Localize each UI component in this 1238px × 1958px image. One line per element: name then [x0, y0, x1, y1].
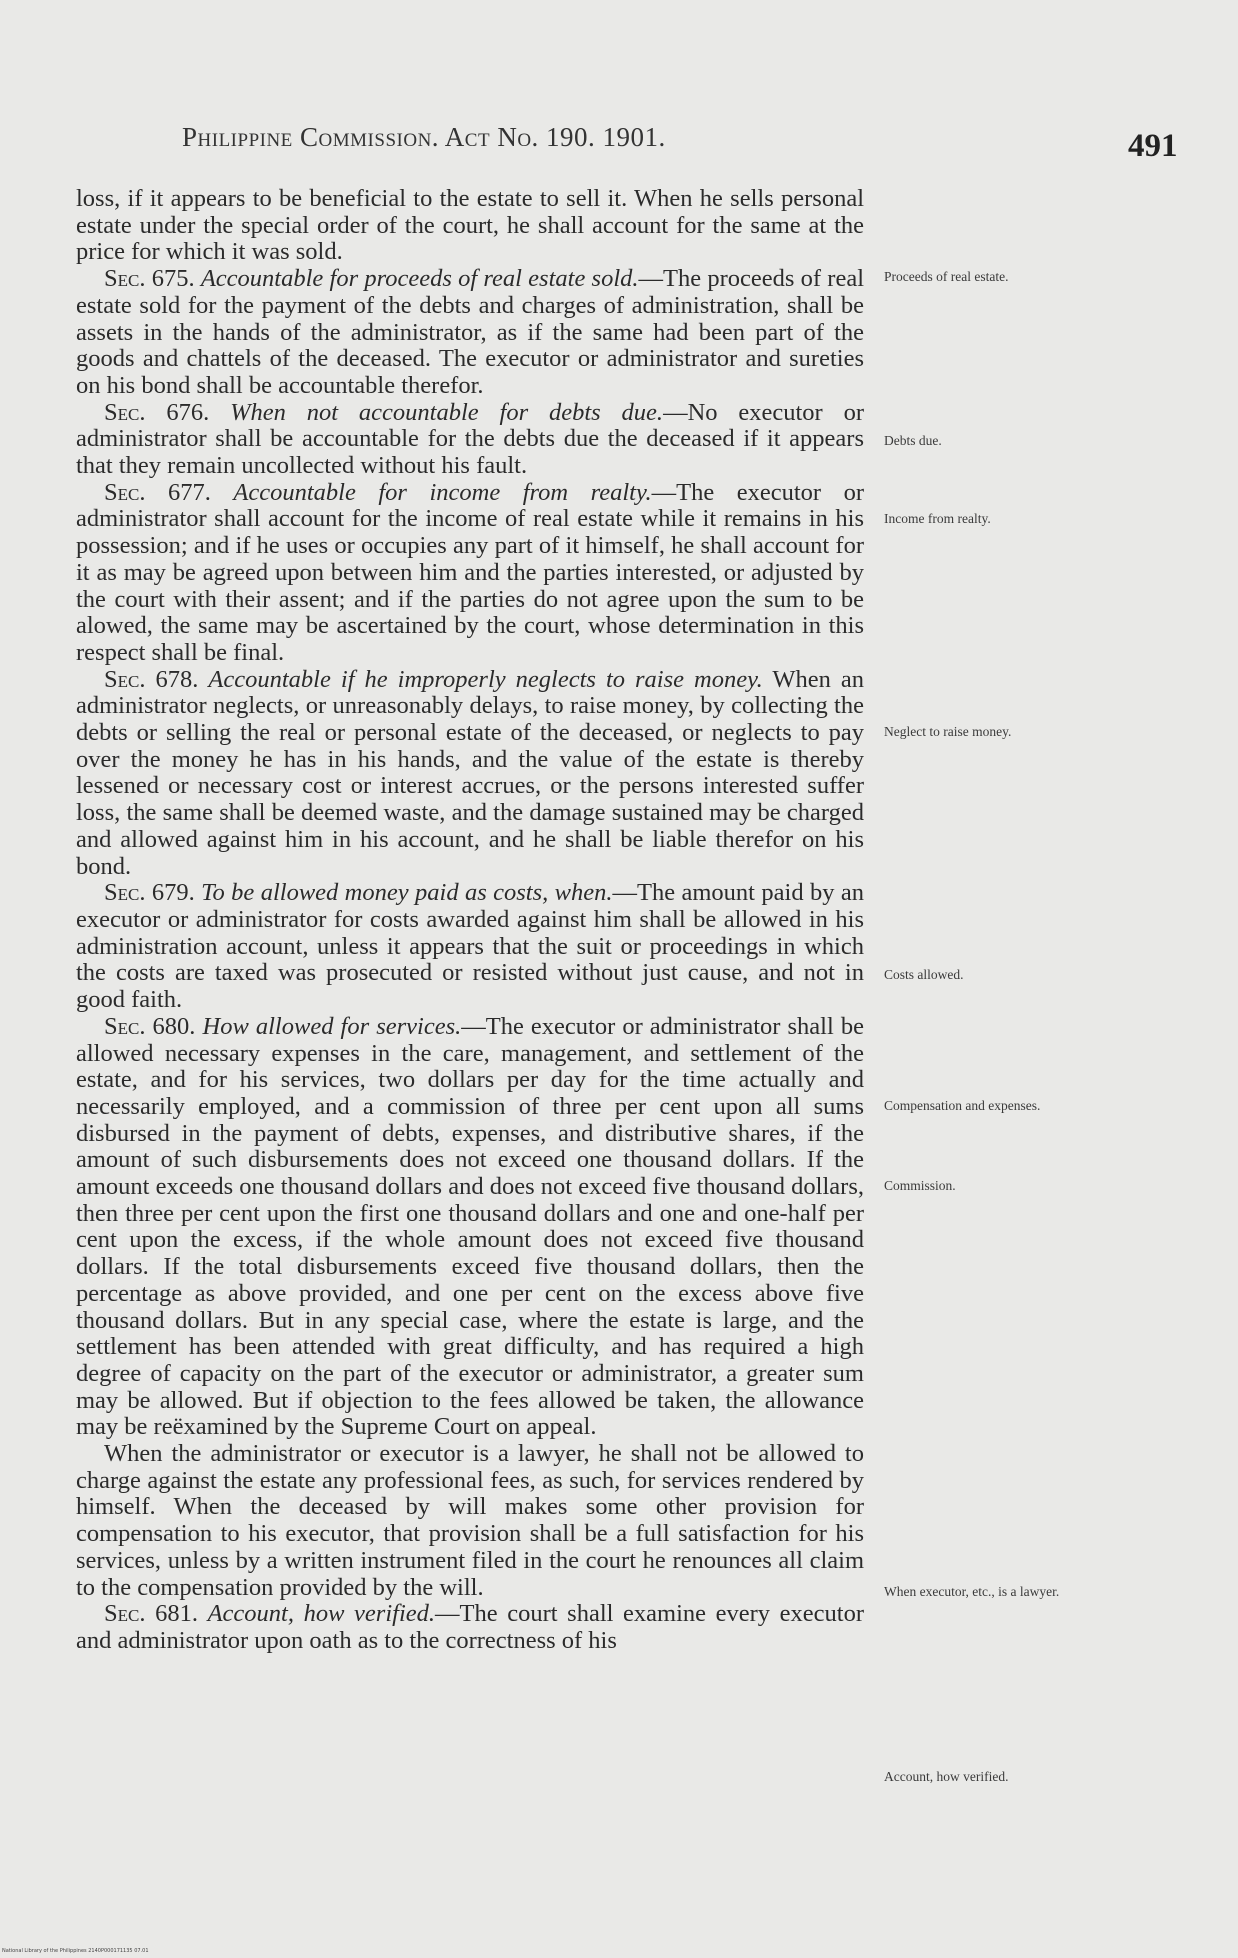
section-676 [76, 400, 864, 480]
margin-note-compensation: Compensation and expenses. [884, 1098, 1041, 1113]
section-number: Sec. 681. [104, 1600, 198, 1628]
section-680 [76, 1014, 864, 1441]
section-678 [76, 667, 864, 881]
section-number: Sec. 675. [104, 265, 195, 293]
section-679 [76, 880, 864, 1014]
section-text: —The executor or administrator shall account for the income of real estate while it remains in his possession; and if he uses or occupies any part of it himself, he shall account for it as may be agreed upon between him and the parties interested, or adjusted by the court with their assent; and if the parties do not agree upon the sum to be alowed, the same may be ascertained by the court, whose determination in this respect shall be final. [76, 478, 864, 666]
running-header: Philippine Commission. Act No. 190. 1901. [182, 122, 666, 152]
section-number: Sec. 677. [104, 478, 211, 506]
section-catchline: How allowed for services. [202, 1012, 462, 1040]
paragraph-lawyer [76, 1441, 864, 1601]
section-catchline: Account, how verified. [207, 1600, 436, 1628]
margin-note-income: Income from realty. [884, 511, 991, 526]
section-677 [76, 480, 864, 667]
margin-note-proceeds: Proceeds of real estate. [884, 269, 1009, 284]
section-catchline: Accountable if he improperly neglects to raise money. [208, 665, 763, 693]
section-number: Sec. 680. [104, 1012, 196, 1040]
body-text [76, 186, 864, 1655]
scan-footer: National Library of the Philippines 2140P000171135 07.01 [2, 1948, 149, 1954]
page-number: 491 [1128, 128, 1178, 164]
margin-note-account: Account, how verified. [884, 1769, 1009, 1784]
margin-note-costs: Costs allowed. [884, 967, 964, 982]
margin-note-neglect: Neglect to raise money. [884, 724, 1012, 739]
section-681 [76, 1601, 864, 1654]
section-text: —The executor or administrator shall be allowed necessary expenses in the care, management, and settlement of the estate, and for his services, two dollars per day for the time actually and necessarily employed, and a commission of three per cent upon all sums disbursed in the payment of debts, expenses, and distributive shares, if the amount of such disbursements does not exceed one thousand dollars. If the amount exceeds one thousand dollars and does not exceed five thousand dollars, then three per cent upon the first one thousand dollars and one and one-half per cent upon the excess, if the whole amount does not exceed five thousand dollars. If the total disbursements exceed five thousand dollars, then the percentage as above provided, and one per cent on the excess above five thousand dollars. But in any special case, where the estate is large, and the settlement has been attended with great difficulty, and has required a high degree of capacity on the part of the executor or administrator, a greater sum may be allowed. But if objection to the fees allowed be taken, the allowance may be reëxamined by the Supreme Court on appeal. [76, 1012, 864, 1441]
margin-note-lawyer: When executor, etc., is a lawyer. [884, 1584, 1060, 1599]
section-catchline: To be allowed money paid as costs, when. [201, 879, 613, 907]
section-text: When an administrator neglects, or unreasonably delays, to raise money, by collecting the debts or selling the real or personal estate of the deceased, or neglects to pay over the money he has in his hands, and the value of the estate is thereby lessened or necessary cost or interest accrues, or the persons interested suffer loss, the same shall be deemed waste, and the damage sustained may be charged and allowed against him in his account, and he shall be liable therefor on his bond. [76, 665, 864, 880]
margin-note-debts-due: Debts due. [884, 433, 942, 448]
section-text: —No executor or administrator shall be accountable for the debts due the deceased if it appears that they remain uncollected without his fault. [76, 398, 864, 480]
section-number: Sec. 678. [104, 665, 199, 693]
section-text: —The amount paid by an executor or administrator for costs awarded against him shall be allowed in his administration account, unless it appears that the suit or proceedings in which the costs are taxed was prosecuted or resisted without just cause, and not in good faith. [76, 879, 864, 1014]
section-number: Sec. 676. [104, 398, 210, 426]
paragraph-text: loss, if it appears to be beneficial to the estate to sell it. When he sells personal estate under the special order of the court, he shall account for the same at the price for which it was sold. [76, 185, 864, 266]
section-675 [76, 266, 864, 400]
section-number: Sec. 679. [104, 879, 195, 907]
section-text: —The proceeds of real estate sold for the payment of the debts and charges of administration, shall be assets in the hands of the administrator, as if the same had been part of the goods and chattels of the deceased. The executor or administrator and sureties on his bond shall be accountable therefor. [76, 265, 865, 399]
section-text: —The court shall examine every executor and administrator upon oath as to the correctness of his [76, 1600, 865, 1654]
section-catchline: Accountable for income from realty. [233, 478, 652, 506]
paragraph-text: When the administrator or executor is a lawyer, he shall not be allowed to charge against the estate any professional fees, as such, for services rendered by himself. When the deceased by will makes some other provision for compensation to his executor, that provision shall be a full satisfaction for his services, unless by a written instrument filed in the court he renounces all claim to the compensation provided by the will. [76, 1440, 864, 1601]
paragraph-continued [76, 186, 864, 266]
section-catchline: Accountable for proceeds of real estate sold. [200, 265, 639, 293]
section-catchline: When not accountable for debts due. [230, 398, 664, 426]
margin-note-commission: Commission. [884, 1178, 956, 1193]
